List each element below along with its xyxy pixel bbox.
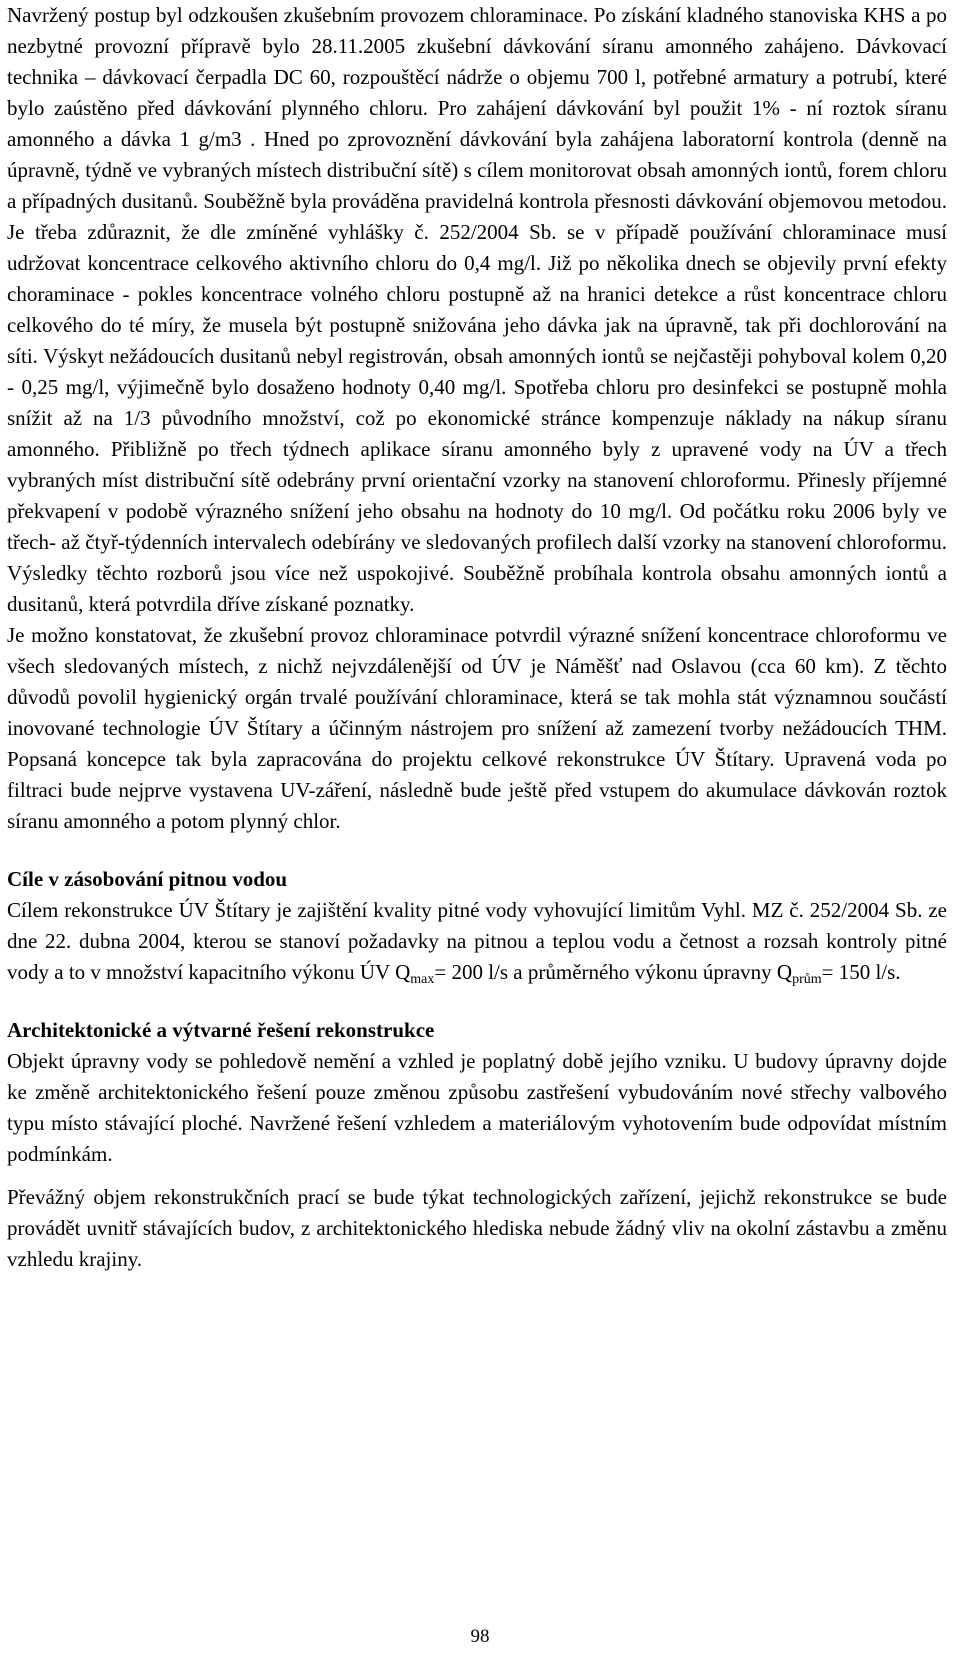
goals-text-end: = 150 l/s. (821, 960, 901, 984)
heading-drinking-water-goals: Cíle v zásobování pitnou vodou (7, 867, 288, 891)
page-number: 98 (470, 1626, 490, 1647)
subscript-max: max (410, 972, 435, 987)
paragraph-drinking-water-goals (7, 895, 947, 988)
subscript-prum: prům (792, 972, 822, 987)
goals-text-mid: = 200 l/s a průměrného výkonu úpravny Q (434, 960, 793, 984)
paragraph-architecture-1: Objekt úpravny vody se pohledově nemění a vzhled je poplatný době jejího vzniku. U budovy úpravny dojde ke změně architektonického řešení pouze změnou způsobu zastřešení vybudováním nové střechy valbového typu místo stávající ploché. Navržené řešení vzhledem a materiálovým vyhotovením bude odpovídat místním podmínkám. (7, 1049, 947, 1166)
paragraph-conclusion: Je možno konstatovat, že zkušební provoz chloraminace potvrdil výrazné snížení koncentrace chloroformu ve všech sledovaných místech, z nichž nejvzdálenější od ÚV je Náměšť nad Oslavou (cca 60 km). Z těchto důvodů povolil hygienický orgán trvalé používání chloraminace, která se tak mohla stát významnou součástí inovované technologie ÚV Štítary a účinným nástrojem pro snížení až zamezení tvorby nežádoucích THM. Popsaná koncepce tak byla zapracována do projektu celkové rekonstrukce ÚV Štítary. Upravená voda po filtraci bude nejprve vystavena UV-záření, následně bude ještě před vstupem do akumulace dávkován roztok síranu amonného a potom plynný chlor. (7, 623, 947, 833)
document-page (7, 0, 947, 1275)
goals-text-start: Cílem rekonstrukce ÚV Štítary je zajištění kvality pitné vody vyhovující limitům Vyhl. MZ č. 252/2004 Sb. ze dne 22. dubna 2004, kterou se stanoví požadavky na pitnou a teplou vodu a četnost a rozsah kontroly pitné vody a to v množství kapacitního výkonu ÚV Q (7, 898, 947, 984)
paragraph-chloramination-trial: Navržený postup byl odzkoušen zkušebním provozem chloraminace. Po získání kladného stanoviska KHS a po nezbytné provozní přípravě bylo 28.11.2005 zkušební dávkování síranu amonného zahájeno. Dávkovací technika – dávkovací čerpadla DC 60, rozpouštěcí nádrže o objemu 700 l, potřebné armatury a potrubí, které bylo zaústěno před dávkování plynného chloru. Pro zahájení dávkování byl použit 1% - ní roztok síranu amonného a dávka 1 g/m3 . Hned po zprovoznění dávkování byla zahájena laboratorní kontrola (denně na úpravně, týdně ve vybraných místech distribuční sítě) s cílem monitorovat obsah amonných iontů, forem chloru a případných dusitanů. Souběžně byla prováděna pravidelná kontrola přesnosti dávkování objemovou metodou. Je třeba zdůraznit, že dle zmíněné vyhlášky č. 252/2004 Sb. se v případě používání chloraminace musí udržovat koncentrace celkového aktivního chloru do 0,4 mg/l. Již po několika dnech se objevily první efekty choraminace - pokles koncentrace volného chloru postupně až na hranici detekce a růst koncentrace chloru celkového do té míry, že musela být postupně snižována jeho dávka jak na úpravně, tak při dochlorování na síti. Výskyt nežádoucích dusitanů nebyl registrován, obsah amonných iontů se nejčastěji pohyboval kolem 0,20 - 0,25 mg/l, výjimečně bylo dosaženo hodnoty 0,40 mg/l. Spotřeba chloru pro desinfekci se postupně mohla snížit až na 1/3 původního množství, což po ekonomické stránce kompenzuje náklady na nákup síranu amonného. Přibližně po třech týdnech aplikace síranu amonného byly z upravené vody na ÚV a třech vybraných míst distribuční sítě odebrány první orientační vzorky na stanovení chloroformu. Přinesly příjemné překvapení v podobě výrazného snížení jeho obsahu na hodnoty do 10 mg/l. Od počátku roku 2006 byly ve třech- až čtyř-týdenních intervalech odebírány ve sledovaných profilech další vzorky na stanovení chloroformu. Výsledky těchto rozborů jsou více než uspokojivé. Souběžně probíhala kontrola obsahu amonných iontů a dusitanů, která potvrdila dříve získané poznatky. (7, 3, 947, 616)
heading-architecture: Architektonické a výtvarné řešení rekonstrukce (7, 1018, 435, 1042)
paragraph-architecture-2: Převážný objem rekonstrukčních prací se bude týkat technologických zařízení, jejichž rekonstrukce se bude provádět uvnitř stávajících budov, z architektonického hlediska nebude žádný vliv na okolní zástavbu a změnu vzhledu krajiny. (7, 1185, 947, 1271)
